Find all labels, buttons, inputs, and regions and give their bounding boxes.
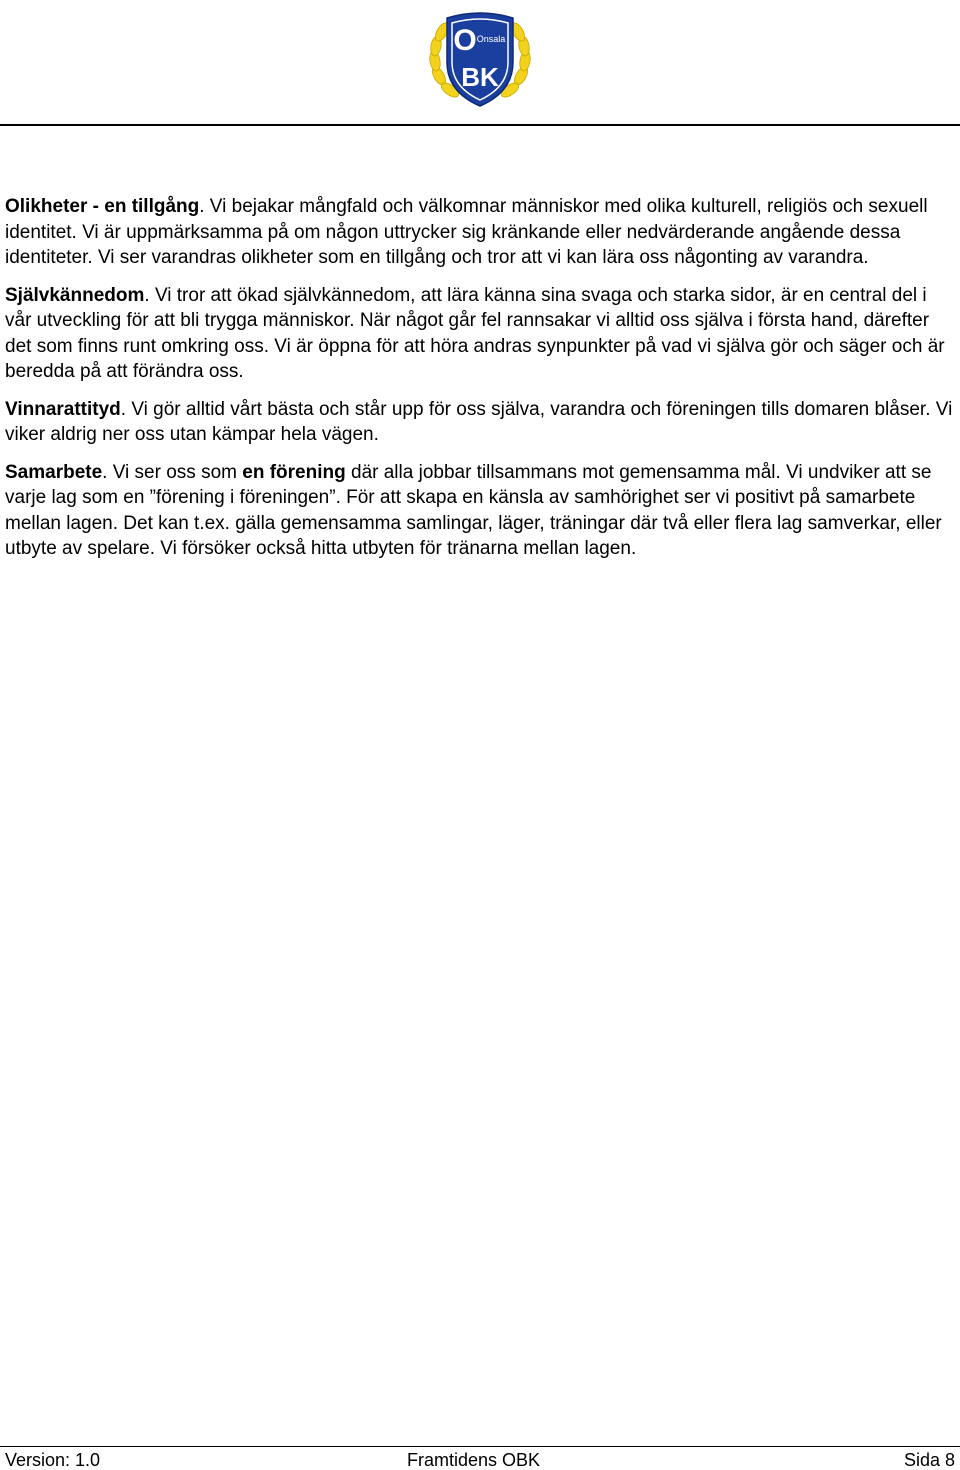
paragraph-text: . Vi bejakar mångfald och välkomnar människor med olika kulturell, religiös och sexuell identitet. Vi är uppmärksamma på om någon uttrycker sig kränkande eller nedvärderande angående dessa identiteter. Vi ser varandras olikheter som en tillgång och tror att vi kan lära oss någonting av varandra. (5, 196, 928, 268)
paragraph-heading: Självkännedom (5, 284, 145, 306)
paragraph-text: . Vi ser oss som (102, 461, 243, 483)
logo-text-top: Onsala (476, 34, 506, 44)
logo-letter: O (453, 24, 477, 57)
paragraph-sjalvkannedom (5, 283, 957, 385)
footer-title: Framtidens OBK (407, 1450, 541, 1470)
paragraph-samarbete (5, 460, 957, 562)
paragraph-heading: Samarbete (5, 461, 103, 483)
paragraph-text: där alla jobbar tillsammans mot gemensamma mål. Vi undviker att se varje lag som en ”förening i föreningen”. För att skapa en känsla av samhörighet ser vi positivt på samarbete mellan lagen. Det kan t.ex. gälla gemensamma samlingar, läger, träningar där två eller flera lag samverkar, eller utbyte av spelare. Vi försöker också hitta utbyten för tränarna mellan lagen. (5, 461, 942, 559)
page-header (0, 0, 960, 126)
footer-page-number: Sida 8 (903, 1450, 955, 1470)
logo-text-main: BK (461, 62, 499, 92)
footer-divider (0, 1446, 960, 1447)
paragraph-text: . Vi gör alltid vårt bästa och står upp för oss själva, varandra och föreningen tills domaren blåser. Vi viker aldrig ner oss utan kämpar hela vägen. (5, 398, 953, 445)
paragraph-text: . Vi tror att ökad självkännedom, att lära känna sina svaga och starka sidor, är en central del i vår utveckling för att bli trygga människor. När något går fel rannsakar vi alltid oss själva i första hand, därefter det som finns runt omkring oss. Vi är öppna för att höra andras synpunkter på vad vi själva gör och säger och är beredda på att förändra oss. (5, 284, 945, 382)
club-crest-logo (425, 6, 535, 110)
paragraph-heading: Olikheter - en tillgång (5, 196, 200, 217)
header-divider (0, 124, 960, 126)
document-body (5, 194, 957, 574)
page-footer (5, 1450, 955, 1470)
paragraph-heading: Vinnarattityd (5, 398, 121, 420)
paragraph-vinnarattityd (5, 397, 957, 448)
paragraph-olikheter (5, 194, 957, 271)
paragraph-inline-bold: en förening (242, 461, 346, 483)
footer-version: Version: 1.0 (5, 1450, 101, 1470)
